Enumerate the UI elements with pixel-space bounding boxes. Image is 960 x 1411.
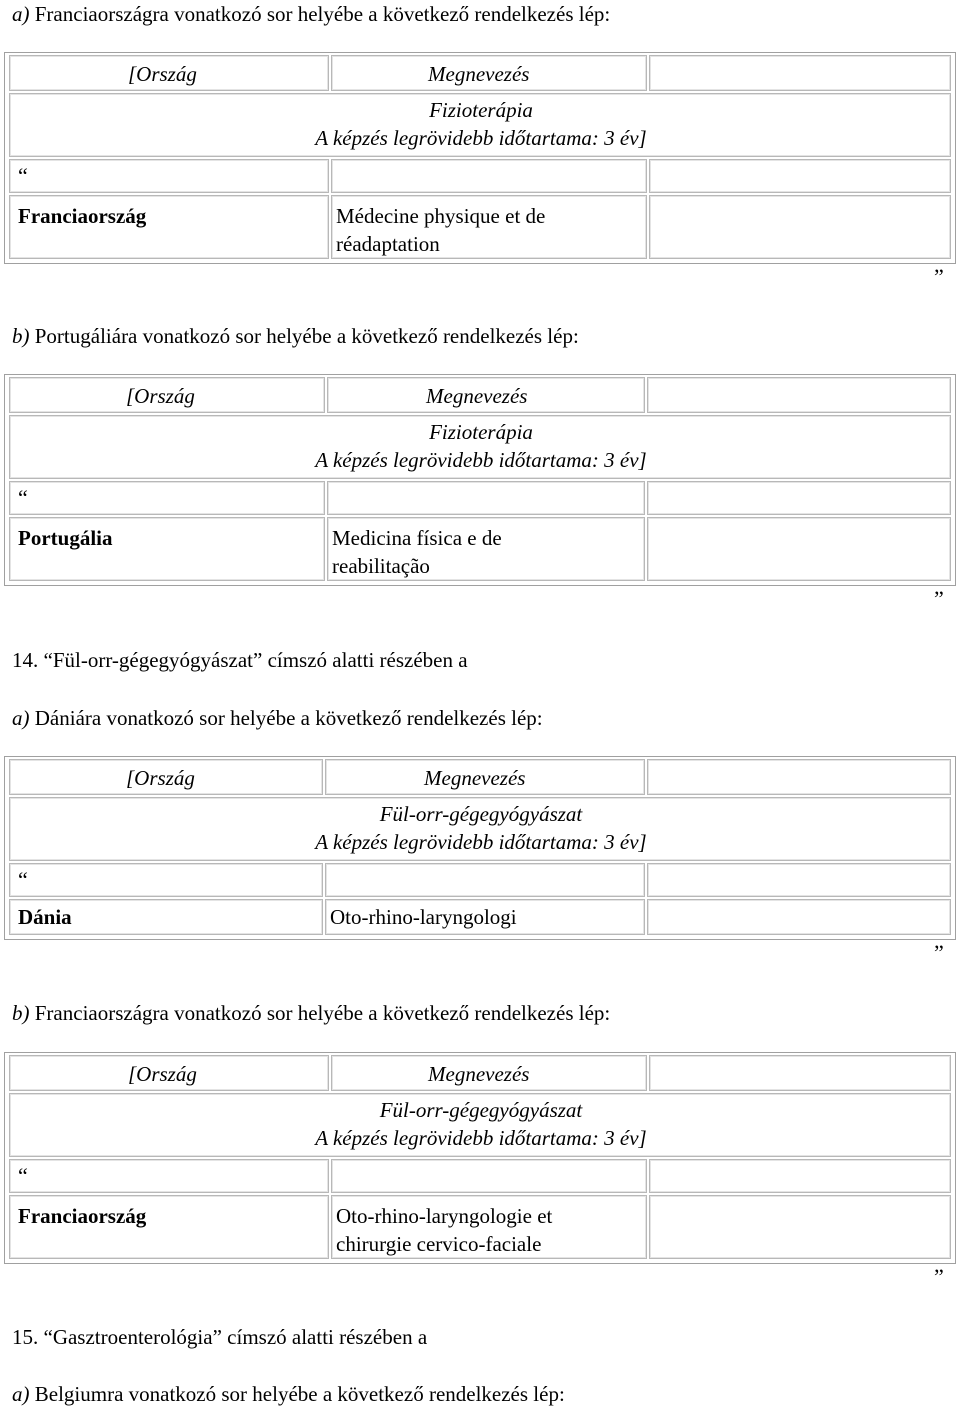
designation-line: réadaptation bbox=[336, 232, 440, 256]
designation-cell bbox=[331, 1195, 647, 1259]
paragraph-intro bbox=[12, 322, 579, 350]
country-name: Dánia bbox=[18, 905, 72, 929]
column-header-country: [Ország bbox=[126, 384, 195, 408]
close-quote-mark: ” bbox=[934, 264, 944, 289]
quote-cell bbox=[9, 863, 323, 897]
empty-cell bbox=[647, 481, 951, 515]
paragraph-intro bbox=[12, 999, 610, 1027]
column-header-name: Megnevezés bbox=[426, 384, 528, 408]
designation-table bbox=[4, 374, 956, 586]
column-header-name: Megnevezés bbox=[424, 766, 526, 790]
designation-cell bbox=[325, 899, 645, 935]
item-letter: b) bbox=[12, 1001, 30, 1025]
header-cell-empty bbox=[647, 377, 951, 413]
column-header-name: Megnevezés bbox=[428, 62, 530, 86]
item-letter: a) bbox=[12, 1382, 30, 1406]
header-cell-country bbox=[9, 1055, 329, 1091]
empty-cell bbox=[647, 517, 951, 581]
empty-cell bbox=[649, 1195, 951, 1259]
empty-cell bbox=[649, 159, 951, 193]
duration-text: A képzés legrövidebb időtartama: 3 év] bbox=[315, 1126, 647, 1150]
close-quote-mark: ” bbox=[934, 1264, 944, 1289]
header-cell-empty bbox=[649, 55, 951, 91]
designation-table bbox=[4, 756, 956, 940]
empty-cell bbox=[649, 195, 951, 259]
country-cell bbox=[9, 517, 325, 581]
column-header-name: Megnevezés bbox=[428, 1062, 530, 1086]
column-header-country: [Ország bbox=[126, 766, 195, 790]
designation-line: Oto-rhino-laryngologi bbox=[330, 905, 517, 929]
designation-line: Médecine physique et de bbox=[336, 204, 546, 228]
specialty-cell bbox=[9, 415, 951, 479]
empty-cell bbox=[331, 159, 647, 193]
designation-table bbox=[4, 52, 956, 264]
country-cell bbox=[9, 1195, 329, 1259]
empty-cell bbox=[325, 863, 645, 897]
open-quote-mark: “ bbox=[18, 485, 28, 510]
specialty-title: Fizioterápia bbox=[429, 98, 533, 122]
empty-cell bbox=[327, 481, 645, 515]
quote-cell bbox=[9, 1159, 329, 1193]
empty-cell bbox=[647, 899, 951, 935]
paragraph-intro bbox=[12, 0, 610, 28]
specialty-title: Fül-orr-gégegyógyászat bbox=[379, 1098, 583, 1122]
open-quote-mark: “ bbox=[18, 163, 28, 188]
duration-text: A képzés legrövidebb időtartama: 3 év] bbox=[315, 830, 647, 854]
specialty-title: Fizioterápia bbox=[429, 420, 533, 444]
close-quote-mark: ” bbox=[934, 940, 944, 965]
intro-text: Franciaországra vonatkozó sor helyébe a következő rendelkezés lép: bbox=[29, 1001, 611, 1025]
designation-line: Medicina física e de bbox=[332, 526, 502, 550]
specialty-cell bbox=[9, 797, 951, 861]
empty-cell bbox=[647, 863, 951, 897]
intro-text: Franciaországra vonatkozó sor helyébe a következő rendelkezés lép: bbox=[29, 2, 611, 26]
designation-cell bbox=[327, 517, 645, 581]
header-cell-name bbox=[327, 377, 645, 413]
column-header-country: [Ország bbox=[128, 1062, 197, 1086]
header-cell-country bbox=[9, 759, 323, 795]
header-cell-name bbox=[325, 759, 645, 795]
intro-text: Belgiumra vonatkozó sor helyébe a következő rendelkezés lép: bbox=[29, 1382, 565, 1406]
designation-line: reabilitação bbox=[332, 554, 430, 578]
column-header-country: [Ország bbox=[128, 62, 197, 86]
quote-cell bbox=[9, 481, 325, 515]
item-letter: a) bbox=[12, 2, 30, 26]
item-letter: a) bbox=[12, 706, 30, 730]
paragraph-intro bbox=[12, 704, 543, 732]
country-name: Franciaország bbox=[18, 1204, 147, 1228]
duration-text: A képzés legrövidebb időtartama: 3 év] bbox=[315, 448, 647, 472]
empty-cell bbox=[331, 1159, 647, 1193]
country-name: Portugália bbox=[18, 526, 113, 550]
country-cell bbox=[9, 195, 329, 259]
header-cell-country bbox=[9, 55, 329, 91]
designation-table bbox=[4, 1052, 956, 1264]
item-letter: b) bbox=[12, 324, 30, 348]
quote-cell bbox=[9, 159, 329, 193]
specialty-cell bbox=[9, 1093, 951, 1157]
intro-text: Portugáliára vonatkozó sor helyébe a következő rendelkezés lép: bbox=[29, 324, 579, 348]
header-cell-empty bbox=[647, 759, 951, 795]
open-quote-mark: “ bbox=[18, 867, 28, 892]
section-heading: 14. “Fül-orr-gégegyógyászat” címszó alatti részében a bbox=[12, 648, 468, 672]
header-cell-name bbox=[331, 1055, 647, 1091]
header-cell-country bbox=[9, 377, 325, 413]
header-cell-empty bbox=[649, 1055, 951, 1091]
empty-cell bbox=[649, 1159, 951, 1193]
designation-line: chirurgie cervico-faciale bbox=[336, 1232, 542, 1256]
close-quote-mark: ” bbox=[934, 586, 944, 611]
designation-cell bbox=[331, 195, 647, 259]
specialty-title: Fül-orr-gégegyógyászat bbox=[379, 802, 583, 826]
paragraph-intro bbox=[12, 1380, 565, 1408]
country-cell bbox=[9, 899, 323, 935]
specialty-cell bbox=[9, 93, 951, 157]
header-cell-name bbox=[331, 55, 647, 91]
designation-line: Oto-rhino-laryngologie et bbox=[336, 1204, 553, 1228]
section-heading: 15. “Gasztroenterológia” címszó alatti részében a bbox=[12, 1325, 428, 1349]
intro-text: Dániára vonatkozó sor helyébe a következő rendelkezés lép: bbox=[29, 706, 543, 730]
open-quote-mark: “ bbox=[18, 1163, 28, 1188]
duration-text: A képzés legrövidebb időtartama: 3 év] bbox=[315, 126, 647, 150]
country-name: Franciaország bbox=[18, 204, 147, 228]
